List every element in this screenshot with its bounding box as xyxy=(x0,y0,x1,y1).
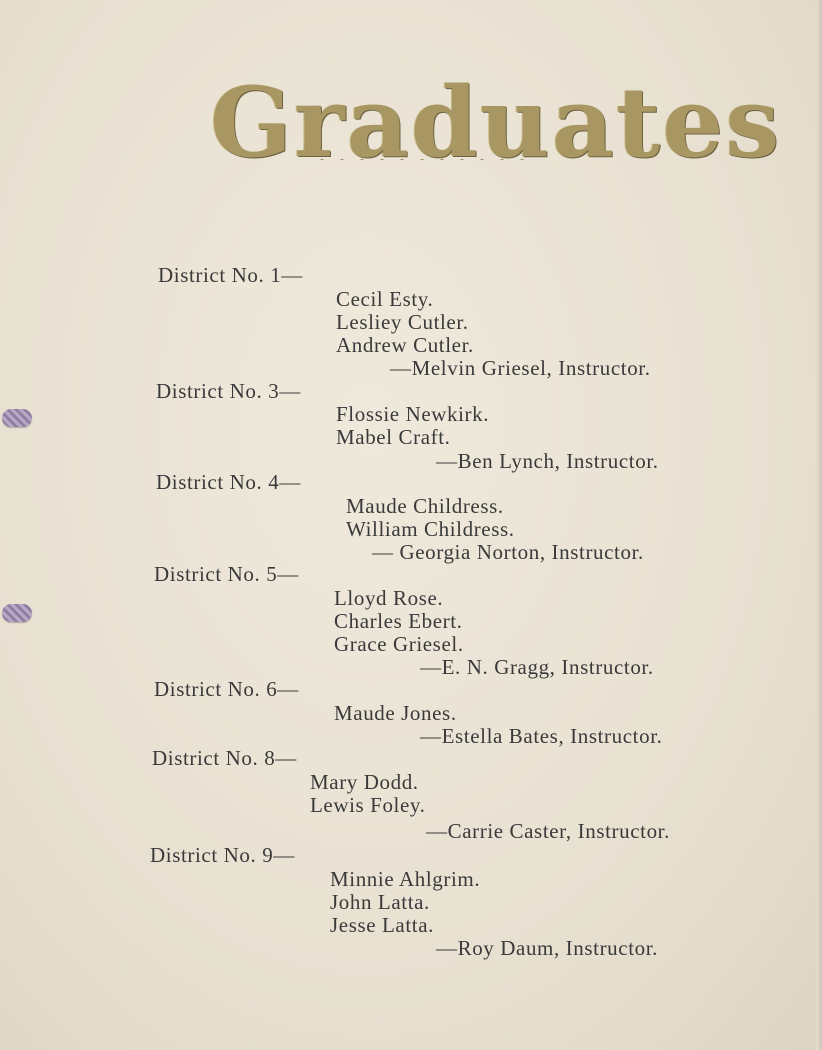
graduate-name: Lloyd Rose. xyxy=(334,586,444,610)
graduate-name: William Childress. xyxy=(346,517,515,541)
graduate-name: Maude Jones. xyxy=(334,701,457,725)
district-heading: District No. 8— xyxy=(152,746,297,770)
district-heading: District No. 6— xyxy=(154,677,299,701)
binding-knot-icon xyxy=(2,604,32,622)
instructor-line: —Carrie Caster, Instructor. xyxy=(426,819,670,843)
instructor-line: — Georgia Norton, Instructor. xyxy=(372,540,644,564)
graduate-name: Flossie Newkirk. xyxy=(336,402,490,426)
graduate-name: Grace Griesel. xyxy=(334,632,464,656)
graduate-name: Charles Ebert. xyxy=(334,609,463,633)
graduate-name: Mabel Craft. xyxy=(336,425,451,449)
instructor-line: —Estella Bates, Instructor. xyxy=(420,724,663,748)
binding-cord-bottom xyxy=(0,600,36,626)
graduate-name: Minnie Ahlgrim. xyxy=(330,867,481,891)
graduate-name: Lesliey Cutler. xyxy=(336,310,469,334)
instructor-line: —Roy Daum, Instructor. xyxy=(436,936,659,960)
graduate-name: Andrew Cutler. xyxy=(336,333,474,357)
page-edge xyxy=(816,0,822,1050)
title-ornament-dots xyxy=(320,150,540,160)
binding-cord-top xyxy=(0,405,36,431)
instructor-line: —Ben Lynch, Instructor. xyxy=(436,449,659,473)
binding-knot-icon xyxy=(2,409,32,427)
instructor-line: —E. N. Gragg, Instructor. xyxy=(420,655,654,679)
district-heading: District No. 3— xyxy=(156,379,301,403)
graduate-name: Maude Childress. xyxy=(346,494,504,518)
district-heading: District No. 1— xyxy=(158,263,303,287)
graduate-name: John Latta. xyxy=(330,890,430,914)
graduate-name: Lewis Foley. xyxy=(310,793,426,817)
instructor-line: —Melvin Griesel, Instructor. xyxy=(390,356,651,380)
page-title: Graduates xyxy=(210,66,782,179)
district-heading: District No. 9— xyxy=(150,843,295,867)
district-heading: District No. 4— xyxy=(156,470,301,494)
graduate-name: Jesse Latta. xyxy=(330,913,434,937)
district-heading: District No. 5— xyxy=(154,562,299,586)
graduate-name: Mary Dodd. xyxy=(310,770,419,794)
graduate-name: Cecil Esty. xyxy=(336,287,434,311)
